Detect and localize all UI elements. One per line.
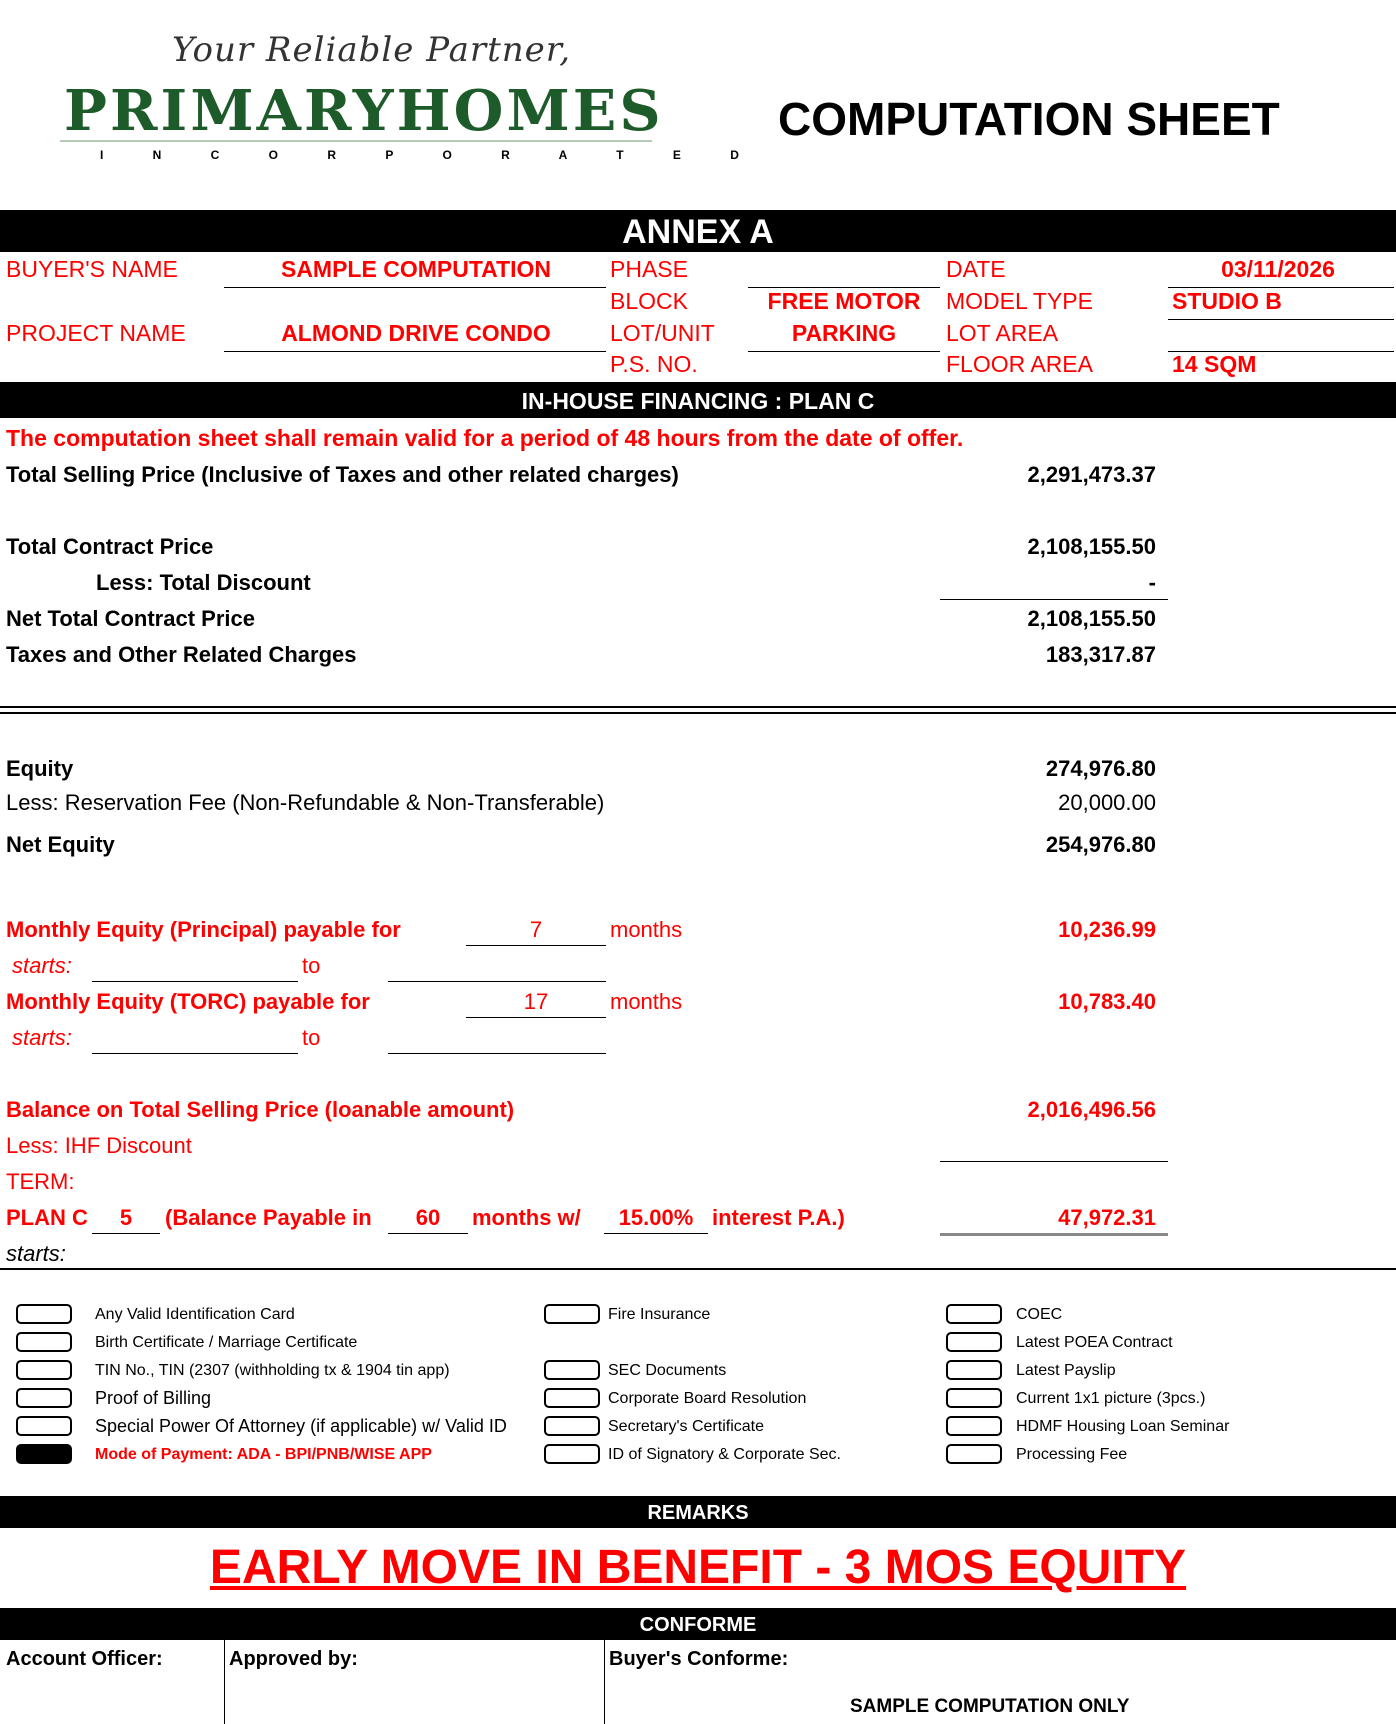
total-contract-price-value: 2,108,155.50 [1027, 534, 1156, 559]
monthly-torc-months-word: months [610, 989, 683, 1014]
logo [60, 28, 762, 178]
monthly-principal-months: 7 [529, 917, 543, 942]
requirement-checkbox[interactable] [946, 1304, 1002, 1324]
requirement-checkbox[interactable] [16, 1332, 72, 1352]
requirement-checkbox[interactable] [544, 1388, 600, 1408]
ihf-discount-underline [940, 1161, 1168, 1162]
plan-label: PLAN C [6, 1205, 88, 1230]
months-w-label: months w/ [472, 1205, 581, 1230]
requirement-checkbox[interactable] [544, 1444, 600, 1464]
principal-to-label: to [302, 953, 321, 978]
account-officer-label: Account Officer: [6, 1648, 163, 1670]
net-equity-value: 254,976.80 [1045, 832, 1156, 857]
requirement-label: Special Power Of Attorney (if applicable) w/ Valid ID [95, 1416, 507, 1436]
requirement-checkbox[interactable] [16, 1304, 72, 1324]
total-discount-value: - [1148, 570, 1156, 595]
payable-in-label: (Balance Payable in [165, 1205, 372, 1230]
logo-underline [60, 140, 652, 142]
requirement-label: Latest Payslip [1016, 1362, 1116, 1379]
buyer-name-value: SAMPLE COMPUTATION [280, 256, 552, 282]
requirement-checkbox[interactable] [16, 1388, 72, 1408]
torc-months-underline [466, 1017, 606, 1018]
total-contract-price-label: Total Contract Price [6, 534, 214, 559]
validity-note: The computation sheet shall remain valid for a period of 48 hours from the date of offer. [6, 425, 964, 451]
torc-starts-label: starts: [12, 1025, 72, 1050]
plan-starts-label: starts: [6, 1241, 66, 1266]
taxes-value: 183,317.87 [1045, 642, 1156, 667]
block-value-line2: PARKING [791, 320, 897, 346]
interest-underline [604, 1233, 708, 1234]
sample-note: SAMPLE COMPUTATION ONLY [850, 1696, 1130, 1717]
remarks-text: EARLY MOVE IN BENEFIT - 3 MOS EQUITY [209, 1541, 1187, 1594]
requirement-checkbox[interactable] [946, 1444, 1002, 1464]
conforme-divider-2 [604, 1640, 605, 1724]
financing-plan-title: IN-HOUSE FINANCING : PLAN C [521, 388, 875, 414]
annex-bar [0, 210, 1396, 252]
phase-label: PHASE [610, 256, 688, 282]
requirement-checkbox[interactable] [16, 1416, 72, 1436]
financing-plan-bar [0, 382, 1396, 418]
principal-months-underline [466, 945, 606, 946]
monthly-principal-label: Monthly Equity (Principal) payable for [6, 917, 401, 942]
logo-sub: I N C O R P O R A T E D [100, 148, 762, 162]
requirement-label: Processing Fee [1016, 1446, 1128, 1463]
lot-area-label: LOT AREA [946, 320, 1059, 346]
total-discount-label: Less: Total Discount [96, 570, 311, 595]
logo-tagline: Your Reliable Partner, [172, 30, 572, 70]
monthly-torc-value: 10,783.40 [1058, 989, 1156, 1014]
monthly-principal-months-word: months [610, 917, 683, 942]
amortization-value: 47,972.31 [1058, 1205, 1156, 1230]
requirement-checkbox[interactable] [946, 1332, 1002, 1352]
page-title: COMPUTATION SHEET [778, 93, 1280, 145]
requirement-label: Secretary's Certificate [608, 1418, 764, 1435]
model-type-underline [1168, 319, 1394, 320]
requirement-checkbox[interactable] [946, 1360, 1002, 1380]
equity-label: Equity [6, 756, 74, 781]
conforme-divider-1 [224, 1640, 225, 1724]
requirement-label: Proof of Billing [95, 1388, 212, 1408]
reservation-fee-value: 20,000.00 [1058, 790, 1156, 815]
term-label: TERM: [6, 1169, 75, 1194]
total-selling-price-value: 2,291,473.37 [1027, 462, 1156, 487]
model-type-label: MODEL TYPE [946, 288, 1093, 314]
remarks-bar [0, 1496, 1396, 1528]
monthly-torc-label: Monthly Equity (TORC) payable for [6, 989, 370, 1014]
project-name-underline [224, 351, 606, 352]
requirement-label: Birth Certificate / Marriage Certificate [95, 1334, 358, 1351]
amortization-underline [940, 1233, 1168, 1236]
requirement-checkbox[interactable] [544, 1416, 600, 1436]
floor-area-value: 14 SQM [1172, 351, 1257, 377]
monthly-torc-months: 17 [523, 989, 549, 1014]
ps-no-label: P.S. NO. [610, 351, 698, 377]
requirement-label: Corporate Board Resolution [608, 1390, 807, 1407]
requirement-label: SEC Documents [608, 1362, 727, 1379]
plan-years-underline [92, 1233, 160, 1234]
buyer-name-underline [224, 287, 606, 288]
requirement-label: ID of Signatory & Corporate Sec. [608, 1446, 841, 1463]
lot-unit-label: LOT/UNIT [610, 320, 715, 346]
logo-name: PRIMARYHOMES [64, 78, 664, 144]
buyer-conforme-label: Buyer's Conforme: [609, 1648, 789, 1670]
requirement-label: Mode of Payment: ADA - BPI/PNB/WISE APP [95, 1446, 432, 1463]
discount-underline [940, 599, 1168, 600]
interest-rate: 15.00% [618, 1205, 694, 1230]
balance-value: 2,016,496.56 [1027, 1097, 1156, 1122]
requirement-label: Fire Insurance [608, 1306, 711, 1323]
approved-by-label: Approved by: [229, 1648, 358, 1670]
model-type-value: STUDIO B [1172, 288, 1282, 314]
requirement-checkbox[interactable] [946, 1388, 1002, 1408]
torc-end-field [388, 1053, 606, 1054]
plan-years: 5 [119, 1205, 133, 1230]
project-name-label: PROJECT NAME [6, 320, 186, 346]
block-value-line1: FREE MOTOR [767, 288, 921, 314]
conforme-title: CONFORME [639, 1614, 757, 1636]
plan-months-underline [388, 1233, 468, 1234]
remarks-title: REMARKS [647, 1502, 749, 1524]
requirement-checkbox[interactable] [946, 1416, 1002, 1436]
block-label: BLOCK [610, 288, 688, 314]
requirement-checkbox[interactable] [16, 1360, 72, 1380]
plan-months: 60 [415, 1205, 441, 1230]
principal-end-field [388, 981, 606, 982]
conforme-bar [0, 1608, 1396, 1640]
total-selling-price-label: Total Selling Price (Inclusive of Taxes and other related charges) [6, 462, 679, 487]
ihf-discount-label: Less: IHF Discount [6, 1133, 192, 1158]
requirement-label: COEC [1016, 1306, 1063, 1323]
requirement-label: TIN No., TIN (2307 (withholding tx & 1904 tin app) [95, 1362, 450, 1379]
net-equity-label: Net Equity [6, 832, 115, 857]
equity-value: 274,976.80 [1045, 756, 1156, 781]
principal-starts-field [92, 981, 298, 982]
balance-label: Balance on Total Selling Price (loanable amount) [6, 1097, 515, 1122]
floor-area-label: FLOOR AREA [946, 351, 1093, 377]
net-total-contract-price-value: 2,108,155.50 [1027, 606, 1156, 631]
requirement-label: Current 1x1 picture (3pcs.) [1016, 1390, 1206, 1407]
annex-title: ANNEX A [622, 213, 774, 251]
block-underline [748, 351, 940, 352]
reservation-fee-label: Less: Reservation Fee (Non-Refundable & Non-Transferable) [6, 790, 605, 815]
net-total-contract-price-label: Net Total Contract Price [6, 606, 255, 631]
project-name-value: ALMOND DRIVE CONDO [281, 320, 551, 346]
monthly-principal-value: 10,236.99 [1058, 917, 1156, 942]
requirement-checkbox[interactable] [544, 1304, 600, 1324]
requirement-label: HDMF Housing Loan Seminar [1016, 1418, 1230, 1435]
taxes-label: Taxes and Other Related Charges [6, 642, 357, 667]
date-label: DATE [946, 256, 1006, 282]
requirement-checkbox[interactable] [544, 1360, 600, 1380]
torc-to-label: to [302, 1025, 321, 1050]
interest-pa-label: interest P.A.) [712, 1205, 845, 1230]
requirements-divider [0, 1268, 1396, 1270]
principal-starts-label: starts: [12, 953, 72, 978]
double-divider [0, 706, 1396, 714]
requirement-label: Latest POEA Contract [1016, 1334, 1173, 1351]
buyer-name-label: BUYER'S NAME [6, 256, 178, 282]
torc-starts-field [92, 1053, 298, 1054]
requirement-checkbox[interactable] [16, 1444, 72, 1464]
requirement-label: Any Valid Identification Card [95, 1306, 295, 1323]
date-value: 03/11/2026 [1221, 256, 1335, 282]
